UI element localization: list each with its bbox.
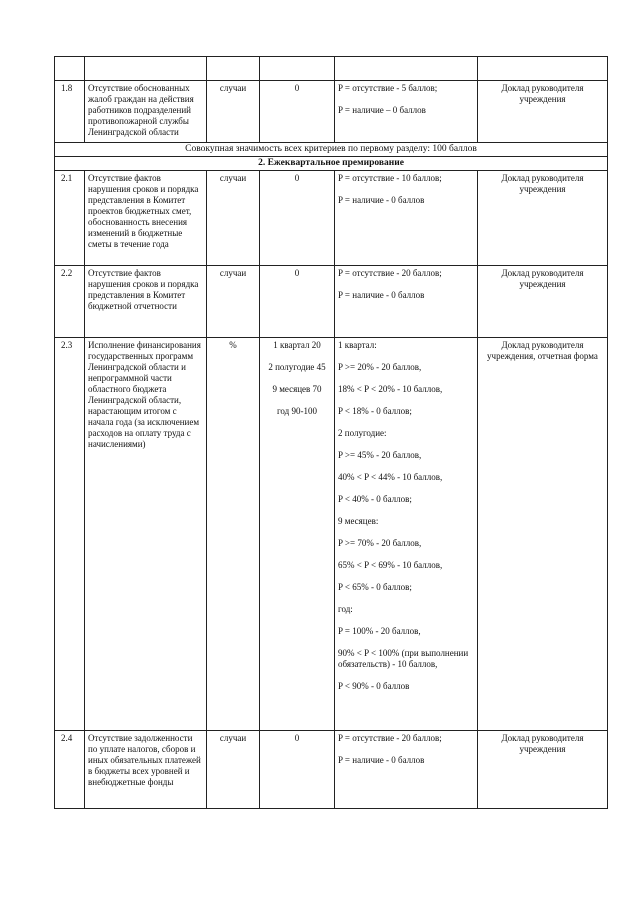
table-row xyxy=(55,171,608,266)
table-row xyxy=(55,731,608,809)
row-source: Доклад руководителя учреждения, отчетная форма xyxy=(478,338,608,731)
table-row xyxy=(55,266,608,338)
summary-row xyxy=(55,143,608,157)
row-criterion: Отсутствие задолженности по уплате налогов, сборов и иных обязательных платежей в бюджеты всех уровней и внебюджетные фонды xyxy=(85,731,207,809)
row-number: 2.3 xyxy=(55,338,85,731)
row-criterion: Отсутствие фактов нарушения сроков и порядка представления в Комитет бюджетной отчетности xyxy=(85,266,207,338)
row-target: 0 xyxy=(260,731,335,809)
row-number: 2.2 xyxy=(55,266,85,338)
criteria-table-page xyxy=(54,56,607,809)
table-top-spacer-row xyxy=(55,57,608,81)
table-row xyxy=(55,81,608,143)
row-source: Доклад руководителя учреждения xyxy=(478,266,608,338)
row-number: 2.1 xyxy=(55,171,85,266)
row-source: Доклад руководителя учреждения xyxy=(478,171,608,266)
row-target: 1 квартал 20 2 полугодие 45 9 месяцев 70 год 90-100 xyxy=(260,338,335,731)
row-target: 0 xyxy=(260,171,335,266)
section-header-row xyxy=(55,157,608,171)
row-unit: случаи xyxy=(207,171,260,266)
row-score: P = отсутствие - 10 баллов; P = наличие - 0 баллов xyxy=(335,171,478,266)
section-2-title: 2. Ежеквартальное премирование xyxy=(55,157,608,171)
row-unit: случаи xyxy=(207,81,260,143)
criteria-table xyxy=(54,56,608,809)
row-number: 1.8 xyxy=(55,81,85,143)
row-unit: случаи xyxy=(207,266,260,338)
row-criterion: Исполнение финансирования государственных программ Ленинградской области и непрограммной части областного бюджета Ленинградской области, нарастающим итогом с начала года (за исключением расходов на оплату труда с начислениями) xyxy=(85,338,207,731)
row-score: 1 квартал: P >= 20% - 20 баллов, 18% < P < 20% - 10 баллов, P < 18% - 0 баллов; 2 полугодие: P >= 45% - 20 баллов, 40% < P < 44% - 10 баллов, P < 40% - 0 баллов; 9 месяцев: P >= 70% - 20 баллов, 65% < P < 69% - 10 баллов, P < 65% - 0 баллов; год: P = 100% - 20 баллов, 90% < P < 100% (при выполнении обязательств) - 10 баллов, P < 90% - 0 баллов xyxy=(335,338,478,731)
summary-text: Совокупная значимость всех критериев по первому разделу: 100 баллов xyxy=(55,143,608,157)
row-criterion: Отсутствие фактов нарушения сроков и порядка представления в Комитет проектов бюджетных смет, обоснованность внесения изменений в бюджетные сметы в течение года xyxy=(85,171,207,266)
row-target: 0 xyxy=(260,266,335,338)
row-score: P = отсутствие - 20 баллов; P = наличие - 0 баллов xyxy=(335,731,478,809)
row-score: P = отсутствие - 5 баллов; P = наличие – 0 баллов xyxy=(335,81,478,143)
row-number: 2.4 xyxy=(55,731,85,809)
row-unit: случаи xyxy=(207,731,260,809)
row-source: Доклад руководителя учреждения xyxy=(478,731,608,809)
row-unit: % xyxy=(207,338,260,731)
row-target: 0 xyxy=(260,81,335,143)
table-row xyxy=(55,338,608,731)
row-source: Доклад руководителя учреждения xyxy=(478,81,608,143)
row-criterion: Отсутствие обоснованных жалоб граждан на действия работников подразделений противопожарной службы Ленинградской области xyxy=(85,81,207,143)
row-score: P = отсутствие - 20 баллов; P = наличие - 0 баллов xyxy=(335,266,478,338)
